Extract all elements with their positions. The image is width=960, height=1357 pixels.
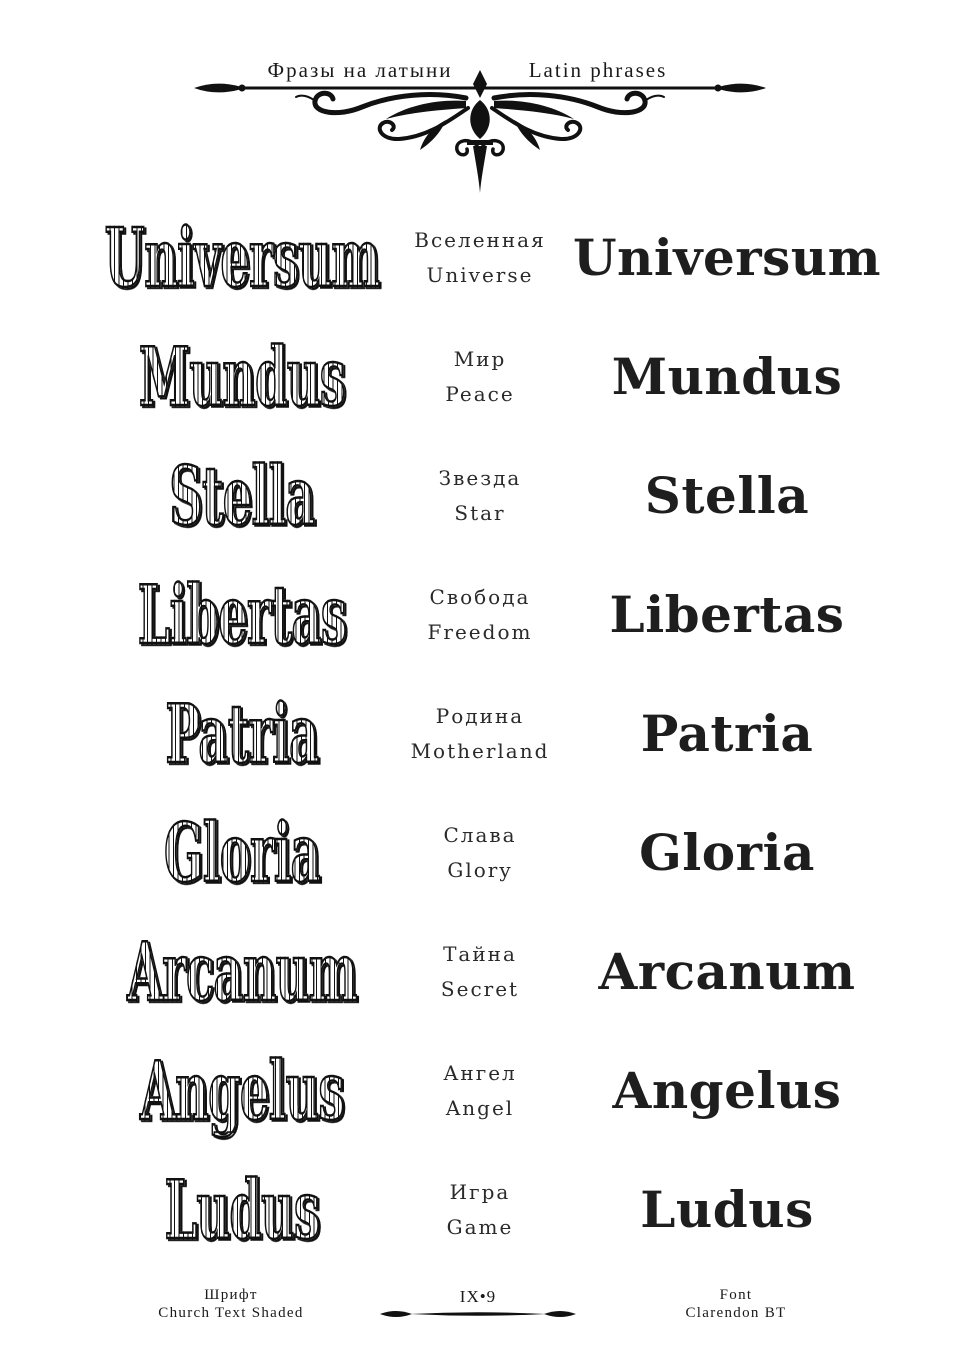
ornament-right-scroll <box>492 93 664 150</box>
latin-word-clarendon: Libertas <box>609 584 845 644</box>
translation-english: Secret <box>440 976 520 1001</box>
translation-russian: Ангел <box>443 1060 517 1085</box>
translation-russian: Тайна <box>443 941 517 966</box>
translation-cell <box>380 793 580 912</box>
clarendon-cell <box>560 555 894 674</box>
translation-cell <box>380 555 580 674</box>
translation-english: Star <box>454 500 506 525</box>
translation-russian: Вселенная <box>414 227 546 252</box>
page-number: IX•9 <box>459 1287 497 1306</box>
translation-cell <box>380 912 580 1031</box>
translation-cell <box>380 1150 580 1269</box>
footer-font-right <box>626 1286 846 1322</box>
translation-russian: Свобода <box>429 584 531 609</box>
footer-ornament-left-end <box>380 1311 412 1317</box>
translation-english: Game <box>446 1214 514 1239</box>
header-title-russian: Фразы на латыни <box>267 58 453 82</box>
phrase-row <box>0 555 960 674</box>
latin-word-blackletter: Gloria <box>164 805 320 900</box>
footer-ornament-right-end <box>544 1311 576 1317</box>
latin-word-blackletter: Ludus <box>164 1162 320 1257</box>
clarendon-cell <box>560 317 894 436</box>
phrase-row <box>0 793 960 912</box>
phrase-row <box>0 436 960 555</box>
translation-english: Angel <box>445 1095 515 1120</box>
footer-ornament-bar <box>410 1312 546 1316</box>
clarendon-cell <box>560 436 894 555</box>
phrase-row <box>0 198 960 317</box>
clarendon-cell <box>560 793 894 912</box>
phrase-row <box>0 912 960 1031</box>
header-title-english: Latin phrases <box>528 58 668 82</box>
ornament-right-knob <box>715 85 722 92</box>
clarendon-cell <box>560 198 894 317</box>
phrase-row <box>0 1150 960 1269</box>
translation-cell <box>380 436 580 555</box>
translation-russian: Игра <box>449 1179 511 1204</box>
translation-english: Universe <box>426 262 534 287</box>
ornament-left-knob <box>239 85 246 92</box>
footer-right-font-name: Clarendon BT <box>685 1305 787 1321</box>
latin-word-blackletter: Universum <box>104 210 380 305</box>
phrase-row <box>0 674 960 793</box>
translation-russian: Слава <box>443 822 517 847</box>
latin-word-blackletter: Libertas <box>137 567 347 662</box>
translation-english: Freedom <box>427 619 533 644</box>
phrase-row <box>0 317 960 436</box>
phrase-list <box>0 198 960 1269</box>
translation-russian: Мир <box>453 346 507 371</box>
translation-russian: Родина <box>435 703 525 728</box>
header-ornament <box>0 0 960 200</box>
clarendon-cell <box>560 1031 894 1150</box>
translation-english: Glory <box>447 857 513 882</box>
latin-word-blackletter: Angelus <box>140 1043 344 1138</box>
latin-word-clarendon: Gloria <box>639 822 815 882</box>
ornament-left-end <box>194 84 240 93</box>
translation-cell <box>380 317 580 436</box>
phrase-row <box>0 1031 960 1150</box>
latin-word-blackletter: Mundus <box>138 329 346 424</box>
latin-word-clarendon: Patria <box>640 703 814 763</box>
footer-left-font-name: Church Text Shaded <box>158 1305 304 1321</box>
footer-left-label: Шрифт <box>204 1287 258 1303</box>
latin-word-clarendon: Arcanum <box>598 941 856 1001</box>
clarendon-cell <box>560 912 894 1031</box>
translation-english: Motherland <box>410 738 550 763</box>
translation-cell <box>380 1031 580 1150</box>
clarendon-cell <box>560 1150 894 1269</box>
ornament-left-scroll <box>296 93 468 150</box>
translation-cell <box>380 674 580 793</box>
translation-english: Peace <box>445 381 515 406</box>
latin-word-blackletter: Patria <box>165 686 319 781</box>
clarendon-cell <box>560 674 894 793</box>
translation-russian: Звезда <box>438 465 522 490</box>
latin-word-clarendon: Stella <box>644 465 810 525</box>
footer-right-label: Font <box>719 1287 753 1303</box>
translation-cell <box>380 198 580 317</box>
latin-word-clarendon: Mundus <box>611 346 843 406</box>
latin-word-clarendon: Angelus <box>612 1060 842 1120</box>
latin-word-blackletter: Stella <box>169 448 315 543</box>
latin-word-clarendon: Ludus <box>640 1179 814 1239</box>
latin-word-blackletter: Arcanum <box>127 924 357 1019</box>
ornament-right-end <box>720 84 766 93</box>
latin-word-clarendon: Universum <box>572 227 882 287</box>
